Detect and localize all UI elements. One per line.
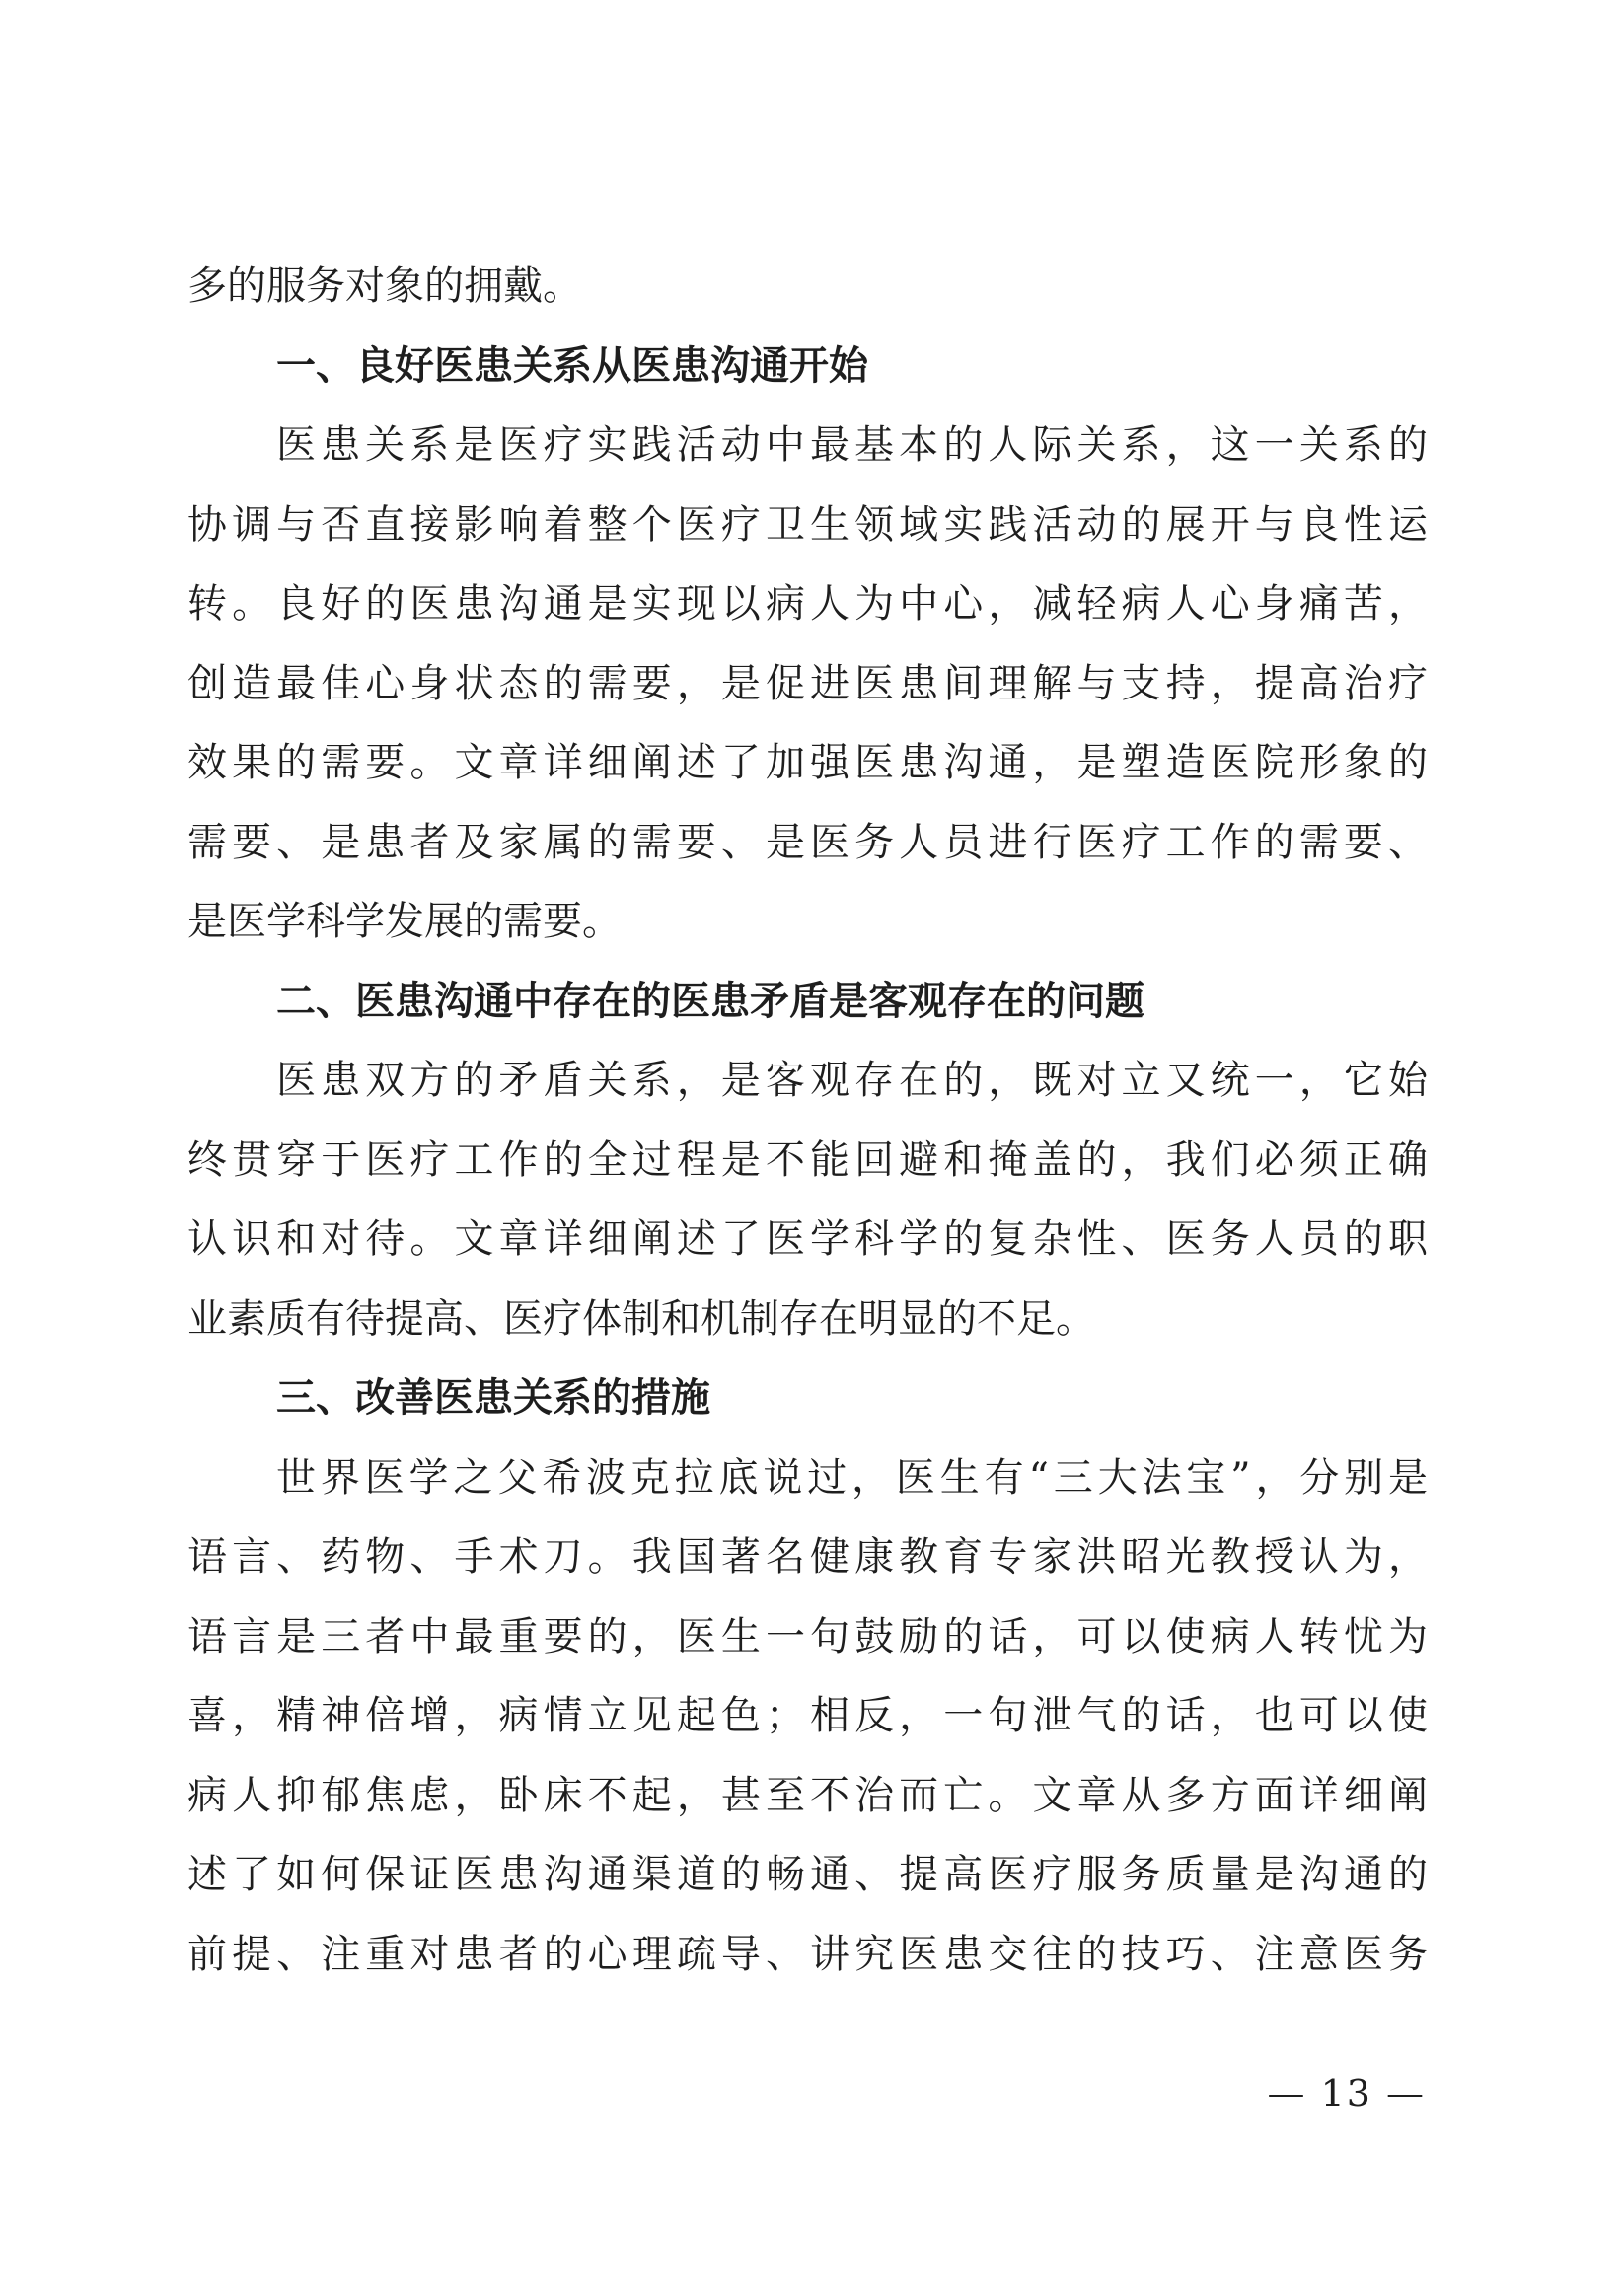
paragraph-line: 世界医学之父希波克拉底说过，医生有“三大法宝”，分别是	[276, 1454, 1428, 1501]
paragraph-line: 多的服务对象的拥戴。	[187, 263, 582, 309]
paragraph-line: 前提、注重对患者的心理疏导、讲究医患交往的技巧、注意医务	[187, 1931, 1428, 1977]
section-heading: 一、良好医患关系从医患沟通开始	[276, 342, 868, 389]
document-body	[187, 247, 1428, 1994]
page-number: — 13 —	[1267, 2072, 1426, 2115]
paragraph-line: 创造最佳心身状态的需要，是促进医患间理解与支持，提高治疗	[187, 660, 1428, 706]
paragraph-line: 需要、是患者及家属的需要、是医务人员进行医疗工作的需要、	[187, 819, 1428, 865]
paragraph-line: 业素质有待提高、医疗体制和机制存在明显的不足。	[187, 1295, 1095, 1342]
paragraph-line: 终贯穿于医疗工作的全过程是不能回避和掩盖的，我们必须正确	[187, 1137, 1428, 1183]
paragraph-line: 语言是三者中最重要的，医生一句鼓励的话，可以使病人转忧为	[187, 1613, 1428, 1659]
paragraph-line: 是医学科学发展的需要。	[187, 899, 622, 944]
section-heading: 三、改善医患关系的措施	[276, 1375, 710, 1421]
paragraph-line: 转。良好的医患沟通是实现以病人为中心，减轻病人心身痛苦，	[187, 581, 1428, 626]
paragraph-line: 认识和对待。文章详细阐述了医学科学的复杂性、医务人员的职	[187, 1216, 1428, 1262]
paragraph-line: 效果的需要。文章详细阐述了加强医患沟通，是塑造医院形象的	[187, 740, 1428, 785]
paragraph-line: 语言、药物、手术刀。我国著名健康教育专家洪昭光教授认为，	[187, 1534, 1428, 1580]
paragraph-line: 病人抑郁焦虑，卧床不起，甚至不治而亡。文章从多方面详细阐	[187, 1772, 1428, 1818]
paragraph-line: 述了如何保证医患沟通渠道的畅通、提高医疗服务质量是沟通的	[187, 1852, 1428, 1897]
section-heading: 二、医患沟通中存在的医患矛盾是客观存在的问题	[276, 978, 1144, 1024]
paragraph-line: 喜，精神倍增，病情立见起色；相反，一句泄气的话，也可以使	[187, 1693, 1428, 1738]
paragraph-line: 医患双方的矛盾关系，是客观存在的，既对立又统一，它始	[276, 1058, 1428, 1103]
paragraph-line: 医患关系是医疗实践活动中最基本的人际关系，这一关系的	[276, 422, 1428, 468]
paragraph-line: 协调与否直接影响着整个医疗卫生领域实践活动的展开与良性运	[187, 501, 1428, 548]
